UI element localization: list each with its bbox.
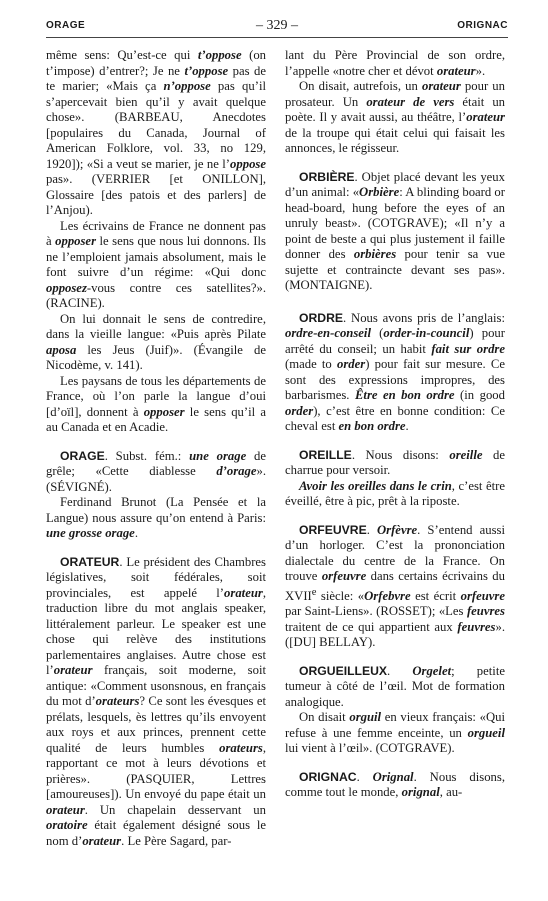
entry-oreille-definition xyxy=(285,448,505,479)
text-run: t’oppose xyxy=(184,63,229,78)
text-run: est écrit xyxy=(410,588,461,603)
text-run: pas qu’il s’apercevait bien qu’il y avait quelque chose» xyxy=(46,79,266,124)
text-run: «Comment usonsnous, en français du mot d’ xyxy=(46,678,266,708)
text-run: » xyxy=(495,619,502,634)
text-run: pas» xyxy=(46,172,70,186)
text-run: . xyxy=(356,769,373,784)
entry-orignac-definition xyxy=(285,770,505,801)
text-run: made to xyxy=(289,357,337,371)
text-run: orfeuvre xyxy=(321,569,367,583)
text-run: orateur xyxy=(466,110,505,124)
text-run: speaker xyxy=(224,601,263,615)
text-run: t’oppose xyxy=(197,48,242,62)
text-run: t’impose xyxy=(46,63,91,78)
right-column xyxy=(285,48,505,896)
text-run: speaker xyxy=(181,616,221,631)
text-run: une orage xyxy=(189,448,247,463)
text-run: order-in-council xyxy=(383,326,470,340)
entry-orignac xyxy=(285,770,505,801)
text-run: orignal xyxy=(401,785,440,800)
text-run: (on xyxy=(241,48,266,62)
text-run: Glossaire [des patois et des parlers] de l’Anjou xyxy=(46,187,266,217)
paragraph-opposer-peasants xyxy=(46,374,266,436)
text-run: opposez xyxy=(46,280,87,295)
text-run: oppose xyxy=(230,156,266,171)
text-run: orateurs xyxy=(219,740,263,755)
text-run: orfeuvre xyxy=(460,588,505,603)
text-run: «notre cher et dévot xyxy=(332,63,437,78)
text-run: traitent de ce qui appartient aux xyxy=(285,619,458,634)
text-run: » xyxy=(256,464,263,478)
entry-orfeuvre-definition xyxy=(285,523,505,651)
text-run: orateur xyxy=(53,663,93,677)
text-run: aposa xyxy=(46,342,77,357)
entry-orateur-definition xyxy=(46,555,266,850)
text-run: orateur de vers xyxy=(366,94,455,109)
text-run: ) pour fait sur mesure. Ce sont des expressions impropres, des barbarismes. xyxy=(285,357,505,402)
text-run: orateurs xyxy=(95,694,140,708)
entry-orage-definition xyxy=(46,449,266,496)
text-run: de la troupe qui était celui qui faisait les annonces, le régisseur. xyxy=(285,125,505,155)
headword: ORFEUVRE xyxy=(299,522,367,537)
text-run: «Puis après Pilate xyxy=(170,327,266,341)
text-run: On lui donnait le sens de contredire, dans la vieille langue: xyxy=(46,311,266,341)
text-run: d’orage xyxy=(216,464,257,478)
text-run: » xyxy=(475,63,482,78)
text-run: ( xyxy=(370,326,384,340)
text-run: Orfebvre xyxy=(364,588,411,603)
text-run: . xyxy=(481,63,486,78)
text-run: . Un chapelain desservant un xyxy=(84,802,266,817)
text-run: pour tenir sa vue sujette et contraincte devant ses pas» xyxy=(285,247,505,277)
text-run: , au- xyxy=(439,785,463,800)
text-run: était un poète. Il y avait aussi, au théâtre, l’ xyxy=(285,94,505,124)
left-column xyxy=(46,48,266,896)
headword: ORDRE xyxy=(299,310,344,325)
text-run: est une chose qui relève des institutions parlementaires anglaises. Autre chose est l’ xyxy=(46,616,266,677)
text-run: Anecdotes [populaires du Canada, Journal of American Folklore xyxy=(46,110,266,155)
text-run: Orfèvre xyxy=(376,522,418,537)
text-run: , rapportant ce mot à leurs dévotions et prières» xyxy=(46,740,266,786)
text-run: une grosse orage xyxy=(46,526,135,540)
text-run: . (SÉVIGNÉ). xyxy=(46,464,266,494)
text-run: , prêt à la riposte. xyxy=(371,494,460,508)
text-run: La Pensée et la Langue xyxy=(46,495,266,525)
text-run: oreille xyxy=(449,447,483,462)
text-run: . xyxy=(387,663,413,678)
text-run: ( xyxy=(285,357,290,371)
text-run: e xyxy=(311,586,317,598)
text-run: en bon ordre xyxy=(338,419,406,433)
text-run: . xyxy=(405,419,409,433)
text-run: , c’est être éveillé, xyxy=(285,478,505,508)
text-run: ) nous assure qu’on entend à Paris: xyxy=(84,510,266,525)
text-run: On disait, autrefois, un xyxy=(299,79,422,93)
text-run: Orgelet xyxy=(412,663,452,678)
header-rule xyxy=(46,37,508,38)
text-run: lant du Père Provincial de son ordre, l’appelle xyxy=(285,48,505,78)
text-run: Avoir les oreilles dans le crin xyxy=(299,478,452,493)
text-run: . Nous avons pris de l’anglais: xyxy=(343,310,505,325)
text-run: «Mais ça xyxy=(106,79,164,93)
text-run: lui vient à l’œil» xyxy=(285,741,370,756)
text-run: oratoire xyxy=(46,818,88,832)
text-run: . (BARBEAU, xyxy=(81,110,213,124)
headword: ORBIÈRE xyxy=(299,169,355,184)
text-run: . xyxy=(134,526,138,540)
text-run: orateur xyxy=(82,833,122,848)
entry-orgueilleux xyxy=(285,664,505,757)
text-run: «Si a veut se marier, je ne l’ xyxy=(86,156,231,171)
text-run: Orignal xyxy=(372,769,414,784)
text-run: ) d’entrer?; Je ne xyxy=(90,63,185,78)
text-run: ordre-en-conseil xyxy=(285,326,371,340)
entry-orfeuvre xyxy=(285,523,505,651)
text-run: order xyxy=(336,357,366,371)
text-run: , littéralement parleur. Le xyxy=(46,601,266,631)
text-run: in good xyxy=(464,388,505,402)
text-run: « xyxy=(357,588,365,603)
text-run: . (VERRIER [et ONILLON], xyxy=(69,172,266,186)
text-run: , v. 141). xyxy=(98,358,143,372)
text-run: . (COTGRAVE); xyxy=(357,216,455,230)
text-run: orateur xyxy=(436,63,476,78)
text-run: ( xyxy=(454,388,465,402)
text-run: ) pour arrêté du conseil; un habit xyxy=(285,326,505,356)
text-run: Ferdinand Brunot ( xyxy=(60,495,171,509)
text-run: . ([DU] BELLAY). xyxy=(285,619,505,650)
text-run: «Il n’y a point de beste a qui plus justement il faille donner des xyxy=(285,216,505,261)
text-run: » xyxy=(173,342,180,357)
text-run: Les écrivains de France ne donnent pas à xyxy=(46,218,266,248)
text-run: Les paysans de tous les départements de France, où l’on parle la langue d’oui [d’oïl], donnent à xyxy=(46,373,266,419)
entry-orage xyxy=(46,449,266,542)
entry-orateur-continued xyxy=(285,48,505,79)
text-run: n’oppose xyxy=(163,79,211,93)
text-run: «Les xyxy=(438,604,467,619)
text-run: . Nous disons, comme tout le monde, xyxy=(285,769,505,800)
entry-oreille-expression xyxy=(285,479,505,510)
text-run: feuvres xyxy=(457,619,496,634)
entry-orateur xyxy=(46,555,266,850)
text-run: . (ROSSET); xyxy=(369,604,439,619)
text-run: être à pic xyxy=(325,494,372,508)
text-run: , vol. 33, no 129, 1920]); xyxy=(46,141,266,171)
text-run: . (PASQUIER, xyxy=(86,771,231,786)
text-run: Lettres [amoureuses] xyxy=(46,771,266,801)
text-run: ; petite tumeur à côté de l’œil. Mot de formation analogique. xyxy=(285,663,505,709)
text-run: (Juif) xyxy=(134,342,174,357)
header-right-guide-word: ORIGNAC xyxy=(457,20,508,31)
text-run: . Objet placé devant les yeux d’un animal: xyxy=(285,169,505,199)
text-run: ). xyxy=(85,203,93,217)
text-run: -vous contre ces satellites?» xyxy=(86,280,263,295)
entry-orbiere-definition xyxy=(285,170,505,294)
text-run: orguil xyxy=(349,710,382,725)
headword: OREILLE xyxy=(299,447,352,462)
entry-ordre-definition xyxy=(285,311,505,435)
text-run: . Le président des Chambres législatives, soit fédérales, soit provinciales, est appelé l’ xyxy=(46,554,266,600)
text-run: Évangile de Nicodème xyxy=(46,342,266,372)
entry-orgueilleux-definition xyxy=(285,664,505,711)
text-run: order xyxy=(285,403,314,418)
headword: ORAGE xyxy=(60,448,105,463)
text-run: pas de te marier; xyxy=(46,63,266,93)
text-run: les Jeus xyxy=(76,342,135,357)
text-run: fait sur ordre xyxy=(431,341,505,356)
text-run: . (MONTAIGNE). xyxy=(285,262,505,292)
entry-orbiere xyxy=(285,170,505,294)
text-run: orateur xyxy=(421,79,461,93)
text-run: même sens: Qu’est-ce qui xyxy=(46,48,198,62)
headword: ORGUEILLEUX xyxy=(299,663,388,678)
headword: ORATEUR xyxy=(60,554,120,569)
text-run: . ( xyxy=(179,342,198,357)
text-run: Orbière xyxy=(359,185,400,199)
headword: ORIGNAC xyxy=(299,769,357,784)
text-run: . (RACINE). xyxy=(46,280,266,310)
text-run: ), c’est être en bonne condition: Ce cheval est xyxy=(285,403,505,433)
text-run: siècle: xyxy=(316,588,358,603)
page-number: – 329 – xyxy=(256,18,298,33)
text-run: . xyxy=(366,522,377,537)
text-run: orgueil xyxy=(467,725,505,740)
text-run: feuvres xyxy=(466,604,505,619)
text-run: de charrue pour versoir. xyxy=(285,447,505,477)
running-header xyxy=(46,18,508,34)
paragraph-opposer-examples xyxy=(46,48,266,219)
text-run: «Cette diablesse xyxy=(95,464,217,478)
entry-orgueilleux-old-french xyxy=(285,710,505,757)
text-run: le sens qu’il a au Canada et en Acadie. xyxy=(46,404,266,434)
text-run: était également désigné sous le nom d’ xyxy=(46,818,266,848)
text-run: orbières xyxy=(353,247,397,261)
text-run: orateur xyxy=(46,802,85,817)
text-run: «Qui donc xyxy=(204,265,266,279)
text-run: opposer xyxy=(143,404,185,419)
text-run: de grêle; xyxy=(46,448,266,478)
paragraph-opposer-old-language xyxy=(46,312,266,374)
text-run: On disait xyxy=(299,710,350,725)
text-run: ? Ce sont les évesques et prélats, lesquels, ès lettres qu’ils envoyent aux roys et aux princes, prennent cette qualité de leurs humbles xyxy=(46,694,266,755)
text-run: , traduction libre du mot anglais xyxy=(46,585,266,615)
text-run: : A blinding board or head-board, hung before the eyes of an unruly beast» xyxy=(285,185,505,230)
text-run: . Nous disons: xyxy=(351,447,450,462)
entry-orateur-note xyxy=(285,79,505,157)
text-run: . Subst. fém.: xyxy=(104,448,190,463)
text-run: . (COTGRAVE). xyxy=(369,741,455,756)
entry-ordre xyxy=(285,311,505,435)
text-run: ). Un envoyé du pape était un xyxy=(114,787,266,801)
text-run: français, soit moderne, soit antique: xyxy=(46,663,266,693)
text-run: par Saint-Liens» xyxy=(285,604,370,619)
paragraph-opposer-france xyxy=(46,219,266,312)
entry-orage-note xyxy=(46,495,266,542)
text-run: . Le Père Sagard, par- xyxy=(121,833,232,848)
header-left-guide-word: ORAGE xyxy=(46,20,86,31)
text-run: opposer xyxy=(55,234,97,248)
text-run: orateur xyxy=(224,585,263,600)
text-run: «Qui refuse à une femme enceinte, un xyxy=(285,710,505,740)
text-run: Être en bon ordre xyxy=(354,388,455,402)
text-run: en vieux français: xyxy=(381,710,480,725)
text-run: . S’entend aussi d’un horloger. C’est la prononciation dialectale du centre de la France. On trouve xyxy=(285,522,505,583)
text-run: « xyxy=(352,185,360,199)
entry-oreille xyxy=(285,448,505,510)
text-run: pour un prosateur. Un xyxy=(285,79,505,109)
text-run: dans certains écrivains du XVII xyxy=(285,569,505,603)
text-run: le sens que nous lui donnons. Ils ne l’emploient jamais absolument, mais le font suivre d’un régime: xyxy=(46,234,266,279)
